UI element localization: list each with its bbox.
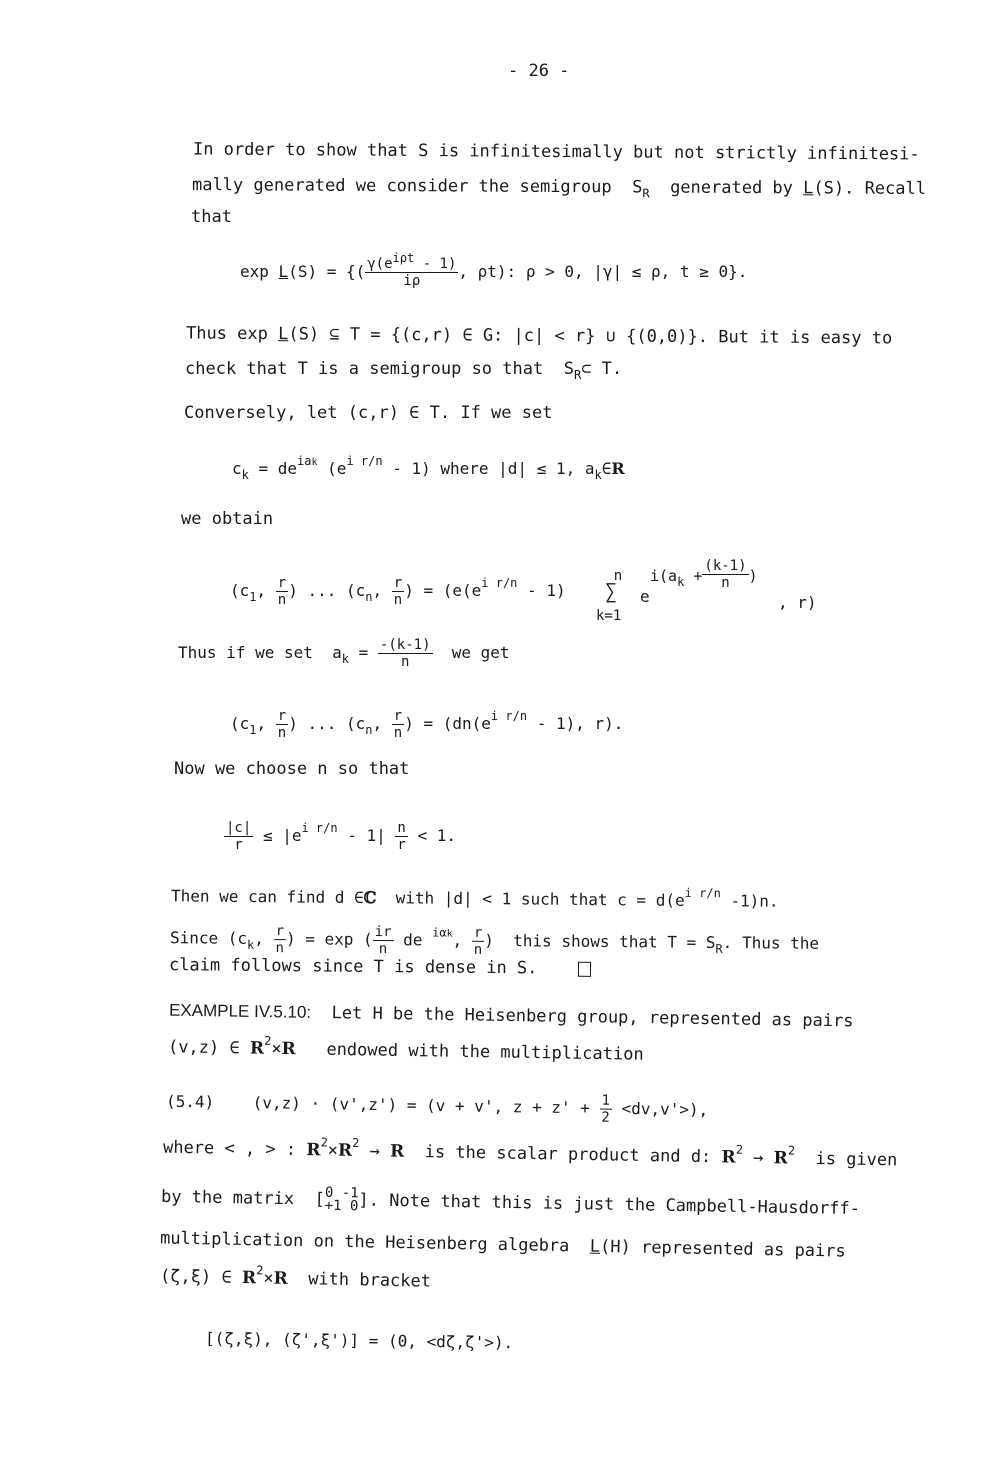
sum-r: , r): [778, 593, 817, 612]
we-obtain: we obtain: [181, 509, 274, 529]
example-line-1: EXAMPLE IV.5.10: Let H be the Heisenberg group, represented as pairs: [168, 1000, 854, 1032]
then-line-2: Since ($c_k$, $\frac{r}{n}$ ) = exp ( $\frac{ir}{n}$ de $^{i\alpha k}$, $\frac{r}{n}$ ) this shows that $T = S_R$. Thus the: [169, 923, 820, 958]
intro-line-2: mally generated we consider the semigroup $S_R$ generated by L(S). Recall: [191, 175, 927, 201]
equation-bracket: [(ζ,ξ), (ζ',ξ')] = (0, <dζ,ζ'>).: [204, 1328, 514, 1353]
then-line-1: Then we can find d ∈ℂ with |d| < 1 such that $c = d(e^{i r/n}$ -1)n.: [170, 885, 779, 911]
qed-icon: [578, 961, 591, 976]
equation-5-4: (5.4) (v,z) · (v',z') = (v + v', z + z' + $\frac{1}{2}$ <dv,v'>),: [165, 1091, 709, 1126]
equation-exp-L-S: exp L(S) = {( $\frac{\text{γ(eiρt - 1)}}{i\rho}$ , ρt): ρ > 0, |γ| ≤ ρ, t ≥ 0}.: [240, 251, 748, 289]
where-line-1: where < , > : $R^2\times R^2 \to R$ is the scalar product and d: $R^2 \to R^2$ is given: [162, 1135, 898, 1171]
sum-top: n: [613, 568, 623, 584]
equation-dn: ($c_1$, $\frac{r}{n}$ ) ... ($c_n$, $\frac{r}{n}$ ) = ($dn(e^{i r/n} - 1)$, r).: [230, 708, 624, 741]
sum-exponent: $i(a_k$ + $\frac{(k-1)}{n}$ ): [650, 558, 758, 591]
equation-product-sum: ($c_1$, $\frac{r}{n}$ ) ... ($c_n$, $\frac{r}{n}$ ) = ($e(e^{i r/n} - 1)$: [230, 575, 566, 608]
thus-set-ak: Thus if we set $a_k$ = $\frac{-(k-1)}{n}$ we get: [178, 637, 510, 670]
sum-symbol: ∑: [605, 579, 618, 603]
example-line-2: (v,z) ∈ $R^2\times R$ endowed with the multiplication: [167, 1033, 644, 1065]
sum-exponential: e: [640, 587, 650, 606]
then-line-3: claim follows since T is dense in S.: [169, 954, 592, 980]
equation-ck: $c_k = de^{iak}$ $(e^{i r/n} - 1)$ where |d| ≤ 1, $a_k\in R$: [232, 454, 625, 482]
conversely-line: Conversely, let (c,r) ∈ T. If we set: [184, 403, 553, 423]
thus-line-1: Thus exp L(S) ⊆ T = {(c,r) ∈ G: |c| < r} ∪ {(0,0)}. But it is easy to: [185, 323, 893, 349]
intro-line-3: that: [191, 207, 232, 227]
choose-n: Now we choose n so that: [174, 759, 410, 779]
where-line-4: (ζ,ξ) ∈ $R^2\times R$ with bracket: [159, 1263, 432, 1292]
thus-line-2: check that T is a semigroup so that $S_R\subset$ T.: [185, 359, 623, 382]
where-line-3: multiplication on the Heisenberg algebra L(H) represented as pairs: [159, 1228, 846, 1262]
equation-inequality: $\frac{|c|}{r}$ ≤ $|e^{i r/n} - 1|$ $\frac{n}{r}$ < 1.: [226, 820, 457, 853]
sum-bottom: k=1: [596, 608, 622, 624]
page-number: - 26 -: [508, 61, 570, 81]
where-line-2: by the matrix [ 0 -1 +1 0 ]. Note that this is just the Campbell-Hausdorff-: [160, 1184, 861, 1220]
intro-line-1: In order to show that S is infinitesimally but not strictly infinitesi-: [192, 139, 920, 165]
